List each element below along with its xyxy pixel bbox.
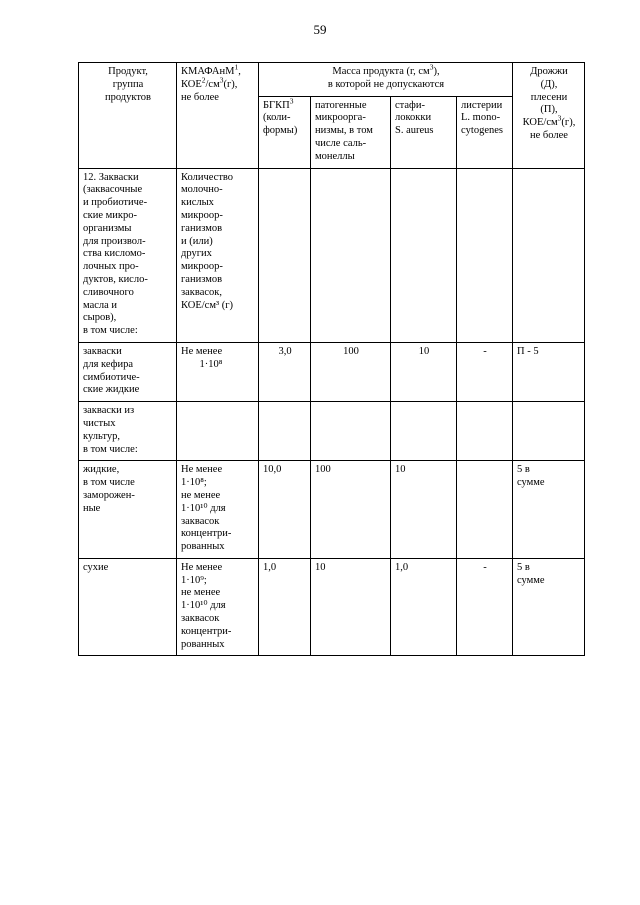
kmafanm-12-line-4: ганизмов: [181, 222, 223, 234]
kmafanm-liquid-line-5: концентри-: [181, 528, 232, 540]
kmafanm-liquid-line-0: Не менее: [181, 464, 223, 476]
cell-staph-dry: 1,0: [391, 558, 457, 656]
cell-yeast-liquid: [513, 461, 585, 559]
cell-product-pure-cultures: [79, 402, 177, 461]
cell-product-kefir: [79, 342, 177, 401]
requirements-table-wrapper: [78, 62, 576, 656]
header-staph-line1: стафи-: [395, 99, 425, 111]
yeast-dry-line-1: сумме: [517, 574, 545, 586]
kmafanm-liquid-line-3: 1·10¹⁰ для: [181, 502, 226, 514]
header-bgkp-line2: (коли-: [263, 112, 291, 124]
header-staphylococci: [391, 96, 457, 168]
table-row: [79, 558, 585, 656]
kmafanm-kefir-line-0: Не менее: [181, 345, 223, 357]
product-liquid-line-2: заморожен-: [83, 489, 135, 501]
header-mass-sup: 3: [429, 62, 434, 72]
product-12-line-3: ские микро-: [83, 209, 138, 221]
header-yeast-line6: не более: [530, 129, 568, 141]
product-12-line-9: сливочного: [83, 286, 134, 298]
header-staph-line2: лококки: [395, 112, 432, 124]
kmafanm-kefir-line-1: 1·10⁸: [199, 358, 223, 370]
kmafanm-12-line-0: Количество: [181, 171, 234, 183]
cell-product-12: [79, 168, 177, 342]
header-pathogens-line5: монеллы: [315, 150, 355, 162]
header-pathogens: [311, 96, 391, 168]
product-kefir-line-2: симбиотиче-: [83, 371, 140, 383]
cell-yeast-12: [513, 168, 585, 342]
header-kmafanm: [177, 63, 259, 169]
header-bgkp-line3: формы): [263, 125, 298, 137]
cell-bgkp-12: [259, 168, 311, 342]
product-pure-line-1: чистых: [83, 417, 116, 429]
cell-kmafanm-kefir: [177, 342, 259, 401]
product-12-line-11: сыров),: [83, 312, 117, 324]
cell-pathogens-kefir: 100: [311, 342, 391, 401]
kmafanm-liquid-line-2: не менее: [181, 489, 221, 501]
kmafanm-12-line-7: микроор-: [181, 261, 223, 273]
header-staph-line3: S. aureus: [395, 125, 434, 137]
kmafanm-dry-line-0: Не менее: [181, 561, 223, 573]
kmafanm-liquid-line-1: 1·10⁸;: [181, 477, 207, 489]
header-product-group-line1: Продукт,: [108, 66, 148, 77]
product-12-line-6: ства кисломо-: [83, 248, 146, 260]
product-kefir-line-0: закваски: [83, 345, 122, 357]
kmafanm-dry-line-5: концентри-: [181, 625, 232, 637]
cell-listeria-kefir: -: [457, 342, 513, 401]
product-12-line-7: лочных про-: [83, 261, 139, 273]
product-liquid-line-3: ные: [83, 502, 101, 514]
header-mass-line1: Масса продукта (г, $см^3$),: [332, 62, 440, 77]
cell-bgkp-dry: 1,0: [259, 558, 311, 656]
header-pathogens-line4: числе саль-: [315, 137, 367, 149]
header-yeast-mold: [513, 63, 585, 169]
table-row: [79, 402, 585, 461]
header-pathogens-line3: низмы, в том: [315, 125, 373, 137]
header-kmafanm-sup1: 1: [234, 62, 239, 72]
cell-pathogens-dry: 10: [311, 558, 391, 656]
cell-pathogens-12: [311, 168, 391, 342]
header-yeast-line3: плесени: [530, 91, 568, 103]
kmafanm-12-line-9: заквасок,: [181, 286, 223, 298]
kmafanm-dry-line-1: 1·10⁹;: [181, 574, 207, 586]
product-12-line-12: в том числе:: [83, 325, 138, 337]
kmafanm-12-line-2: кислых: [181, 197, 214, 209]
header-listeria: [457, 96, 513, 168]
kmafanm-dry-line-4: заквасок: [181, 613, 220, 625]
header-pathogens-line1: патогенные: [315, 99, 367, 111]
yeast-liquid-line-0: 5 в: [517, 464, 530, 476]
cell-bgkp-pure-cultures: [259, 402, 311, 461]
header-yeast-sup: 3: [557, 113, 562, 123]
cell-kmafanm-liquid: [177, 461, 259, 559]
table-header-row-1: [79, 63, 585, 97]
kmafanm-liquid-line-6: рованных: [181, 541, 225, 553]
product-12-line-5: для произвол-: [83, 235, 146, 247]
product-liquid-line-1: в том числе: [83, 477, 135, 489]
kmafanm-12-line-3: микроор-: [181, 209, 223, 221]
product-pure-line-3: в том числе:: [83, 443, 138, 455]
cell-staph-pure-cultures: [391, 402, 457, 461]
product-12-line-10: масла и: [83, 299, 118, 311]
kmafanm-dry-line-2: не менее: [181, 587, 221, 599]
header-product-group-line2: группа: [112, 78, 144, 90]
header-product-group-line3: продуктов: [104, 91, 152, 103]
cell-kmafanm-12: [177, 168, 259, 342]
product-pure-line-2: культур,: [83, 430, 120, 442]
cell-bgkp-kefir: 3,0: [259, 342, 311, 401]
cell-bgkp-liquid: 10,0: [259, 461, 311, 559]
header-yeast-line4: (П),: [540, 104, 558, 116]
product-12-line-0: 12. Закваски: [83, 171, 139, 183]
product-kefir-line-1: для кефира: [83, 358, 133, 370]
header-bgkp-sup: 3: [289, 96, 294, 106]
header-bgkp-line1: БГКП$^3$: [263, 96, 294, 111]
kmafanm-12-line-5: и (или): [181, 235, 213, 247]
kmafanm-12-line-10: КОЕ/см³ (г): [181, 299, 234, 311]
product-12-line-4: организмы: [83, 222, 132, 234]
kmafanm-12-line-8: ганизмов: [181, 273, 223, 285]
cell-listeria-pure-cultures: [457, 402, 513, 461]
cell-pathogens-pure-cultures: [311, 402, 391, 461]
product-12-line-1: (заквасочные: [83, 184, 143, 196]
kmafanm-12-line-1: молочно-: [181, 184, 223, 196]
requirements-table: [78, 62, 585, 656]
header-kmafanm-line1: КМАФАнМ$^1$,: [181, 62, 241, 77]
cell-listeria-dry: -: [457, 558, 513, 656]
cell-yeast-kefir: П - 5: [513, 342, 585, 401]
table-row: [79, 168, 585, 342]
cell-listeria-12: [457, 168, 513, 342]
header-mass-line2: в которой не допускаются: [327, 78, 445, 90]
product-12-line-8: дуктов, кисло-: [83, 273, 148, 285]
cell-kmafanm-dry: [177, 558, 259, 656]
cell-staph-liquid: 10: [391, 461, 457, 559]
header-kmafanm-line3: не более: [181, 91, 219, 103]
table-row: [79, 461, 585, 559]
header-yeast-line2: (Д),: [540, 78, 558, 90]
header-pathogens-line2: микроорга-: [315, 112, 366, 124]
yeast-dry-line-0: 5 в: [517, 561, 530, 573]
cell-listeria-liquid: [457, 461, 513, 559]
header-listeria-line2: L. mono-: [461, 112, 501, 124]
header-kmafanm-sup2: 2: [201, 75, 206, 85]
product-dry-line-0: сухие: [83, 561, 109, 573]
kmafanm-liquid-line-4: заквасок: [181, 515, 220, 527]
header-yeast-line5: КОЕ/$см^3(г)$,: [522, 113, 576, 129]
header-kmafanm-line2: $КОЕ^2/см^3(г)$,: [181, 75, 238, 90]
kmafanm-dry-line-6: рованных: [181, 638, 225, 650]
header-listeria-line3: cytogenes: [461, 125, 503, 137]
header-kmafanm-sup3: 3: [219, 75, 224, 85]
kmafanm-dry-line-3: 1·10¹⁰ для: [181, 600, 226, 612]
header-bgkp: [259, 96, 311, 168]
cell-product-liquid: [79, 461, 177, 559]
table-row: [79, 342, 585, 401]
cell-staph-12: [391, 168, 457, 342]
cell-staph-kefir: 10: [391, 342, 457, 401]
cell-pathogens-liquid: 100: [311, 461, 391, 559]
cell-yeast-pure-cultures: [513, 402, 585, 461]
cell-kmafanm-pure-cultures: [177, 402, 259, 461]
cell-yeast-dry: [513, 558, 585, 656]
product-liquid-line-0: жидкие,: [83, 464, 120, 476]
product-pure-line-0: закваски из: [83, 405, 135, 417]
header-product-group: [79, 63, 177, 169]
yeast-liquid-line-1: сумме: [517, 477, 545, 489]
header-mass-group: [259, 63, 513, 97]
cell-product-dry: [79, 558, 177, 656]
page-number: 59: [313, 22, 327, 37]
header-yeast-line1: Дрожжи: [530, 66, 568, 77]
kmafanm-12-line-6: других: [181, 248, 212, 260]
product-12-line-2: и пробиотиче-: [83, 197, 148, 209]
header-listeria-line1: листерии: [461, 99, 503, 111]
product-kefir-line-3: ские жидкие: [83, 384, 140, 396]
